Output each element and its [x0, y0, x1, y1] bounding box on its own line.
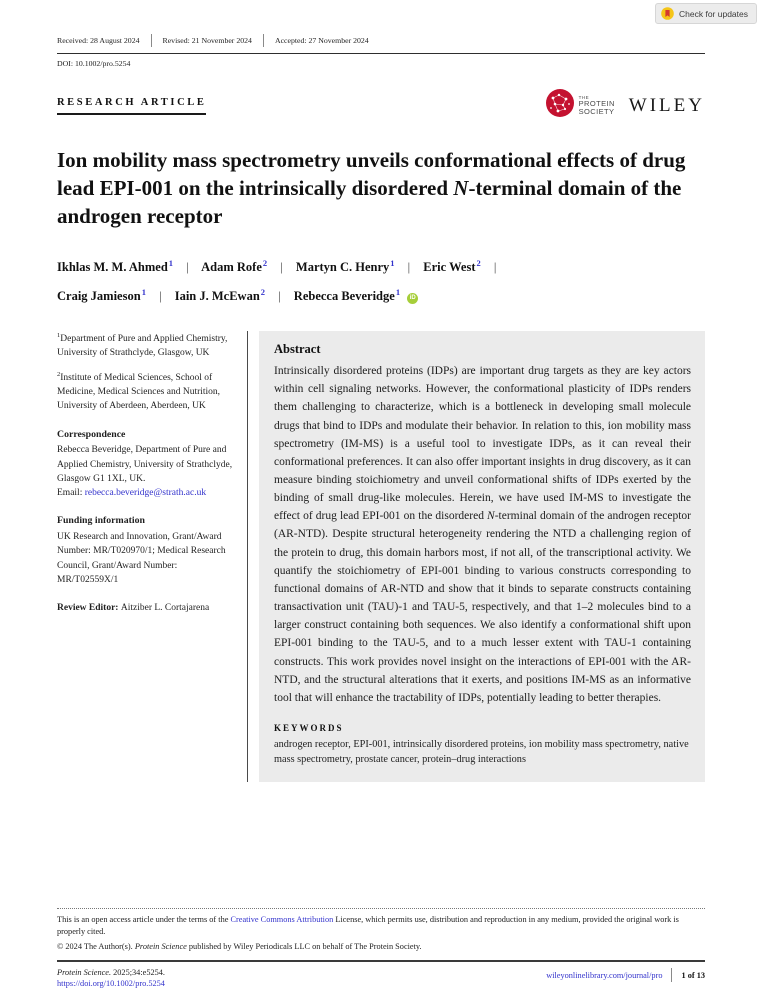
page-title: Ion mobility mass spectrometry unveils conformational effects of drug lead EPI-001 on the intrinsically disordered N-terminal domain of the androgen receptor	[57, 148, 686, 228]
email-link[interactable]: rebecca.beveridge@strath.ac.uk	[84, 488, 207, 499]
wiley-logo: WILEY	[628, 94, 705, 116]
publisher-logos	[545, 88, 705, 123]
author-name: Rebecca Beveridge$^1$	[293, 286, 401, 304]
author-name: Craig Jamieson$^1$	[57, 286, 146, 304]
author-divider: |	[280, 259, 283, 274]
creative-commons-link[interactable]: Creative Commons Attribution	[230, 914, 334, 924]
abstract-panel	[259, 331, 705, 782]
funding-section	[57, 514, 239, 587]
accepted-date: Accepted: 27 November 2024	[274, 36, 369, 45]
affiliation: $^2$Institute of Medical Sciences, School of Medicine, Medical Sciences and Nutrition, University of Aberdeen, Aberdeen, UK	[57, 370, 221, 412]
abstract-text: Intrinsically disordered proteins (IDPs) are important drug targets as they are key actors within cell signaling networks. However, the conformational plasticity of IDPs renders them challenging to characterize, which is a bottleneck in developing small molecule drugs that bind to IDPs and modulate their behavior. In relation to this, ion mobility mass spectrometry (IM-MS) is a useful tool to investigate IDPs, as it can reveal their conformational preferences. It can also offer important insights in drug discovery, as it can measure binding stoichiometry and unveil conformational shifts of IDPs exerted by the binding of small drug-like molecules. Herein, we have used IM-MS to investigate the effect of drug lead EPI-001 on the disordered N-terminal domain of the androgen receptor (AR-NTD). Despite structural heterogeneity rendering the NTD a challenging region of the protein to drug, this domain harbors most, if not all, of the transcriptional activity. We quantify the stoichiometry of EPI-001 binding to various constructs corresponding to functional domains of AR-NTD and show that it binds to separate constructs containing transactivation unit (TAU)-1 and TAU-5, respectively, and that 1–2 molecules bind to a larger construct containing both sequences. We also identify a conformational shift upon EPI-001 binding to the TAU-5, and to a much lesser extent with TAU-1 containing constructs. This work provides novel insight on the interactions of EPI-001 with the AR-NTD, and the structural alterations that it exerts, and positions IM-MS as an informative tool that will enhance the tractability of IDPs, potentially leading to better therapies.	[274, 365, 691, 704]
author-divider: |	[278, 289, 281, 304]
protein-society-logo-text: THE PROTEIN SOCIETY	[578, 94, 615, 116]
doi-link[interactable]: https://doi.org/10.1002/pro.5254	[57, 979, 165, 988]
protein-society-logo	[545, 88, 615, 123]
funding-text: UK Research and Innovation, Grant/Award Number: MR/T020970/1; Medical Research Council, Grant/Award Number: MR/T02559X/1	[57, 532, 226, 585]
author-divider: |	[186, 259, 189, 274]
doi: DOI: 10.1002/pro.5254	[57, 59, 131, 68]
author-divider: |	[159, 289, 162, 304]
keywords-text: androgen receptor, EPI-001, intrinsically disordered proteins, ion mobility mass spectrometry, native mass spectrometry, prostate cancer, protein–drug interactions	[274, 739, 689, 766]
check-for-updates-icon	[661, 7, 674, 20]
doi-link-line	[57, 979, 165, 988]
review-editor-section	[57, 601, 239, 615]
footer-right	[546, 968, 705, 982]
author-name: Martyn C. Henry$^1$	[295, 257, 395, 274]
article-type-label: RESEARCH ARTICLE	[57, 97, 206, 115]
citation-line: Protein Science. 2025;34:e5254.	[57, 968, 165, 977]
funding-heading: Funding information	[57, 515, 145, 527]
page-footer	[57, 908, 705, 988]
article-info-column	[57, 331, 239, 782]
article-history	[57, 34, 705, 54]
review-editor-label: Review Editor:	[57, 603, 121, 614]
footer-divider	[671, 968, 672, 982]
review-editor-name: Aitziber L. Cortajarena	[120, 603, 210, 614]
correspondence-heading: Correspondence	[57, 428, 126, 440]
citation-block	[57, 968, 165, 988]
journal-footer-bar	[57, 960, 705, 988]
author-name: Adam Rofe$^2$	[201, 257, 268, 274]
author-divider: |	[407, 259, 411, 274]
keywords-section	[274, 723, 691, 768]
journal-website-link[interactable]: wileyonlinelibrary.com/journal/pro	[546, 970, 663, 980]
author-name: Ikhlas M. M. Ahmed$^1$	[57, 257, 174, 274]
keywords-heading: KEYWORDS	[274, 723, 344, 734]
author-name: Eric West$^2$	[423, 257, 481, 274]
license-statement: This is an open access article under the terms of the Creative Commons Attribution License, which permits use, distribution and reproduction in any medium, provided the original work is properly cited.	[57, 908, 705, 939]
check-for-updates-button[interactable]	[655, 3, 757, 24]
author-list	[57, 251, 705, 309]
correspondence-section	[57, 428, 239, 501]
protein-society-logo-icon	[545, 88, 575, 123]
affiliation: $^1$Department of Pure and Applied Chemistry, University of Strathclyde, Glasgow, UK	[57, 332, 228, 359]
date-divider	[263, 34, 264, 47]
date-divider	[151, 34, 152, 47]
check-for-updates-label: Check for updates	[679, 8, 748, 19]
page-number: 1 of 13	[681, 970, 705, 980]
masthead	[57, 88, 705, 123]
orcid-icon[interactable]: iD	[407, 293, 418, 304]
correspondence-text: Rebecca Beveridge, Department of Pure and Applied Chemistry, University of Strathclyde, Glasgow G1 1XL, UK.	[57, 445, 233, 484]
article-info-and-abstract	[57, 331, 705, 782]
revised-date: Revised: 21 November 2024	[162, 36, 252, 45]
author-name: Iain J. McEwan$^2$	[174, 286, 266, 304]
abstract-heading: Abstract	[274, 342, 321, 357]
author-divider: |	[493, 259, 497, 274]
copyright-statement: © 2024 The Author(s). Protein Science published by Wiley Periodicals LLC on behalf of The Protein Society.	[57, 941, 422, 951]
correspondence-email: Email: rebecca.beveridge@strath.ac.uk	[57, 488, 207, 499]
author-row	[57, 251, 705, 280]
author-row	[57, 280, 705, 309]
column-divider	[247, 331, 248, 782]
received-date: Received: 28 August 2024	[57, 36, 140, 45]
